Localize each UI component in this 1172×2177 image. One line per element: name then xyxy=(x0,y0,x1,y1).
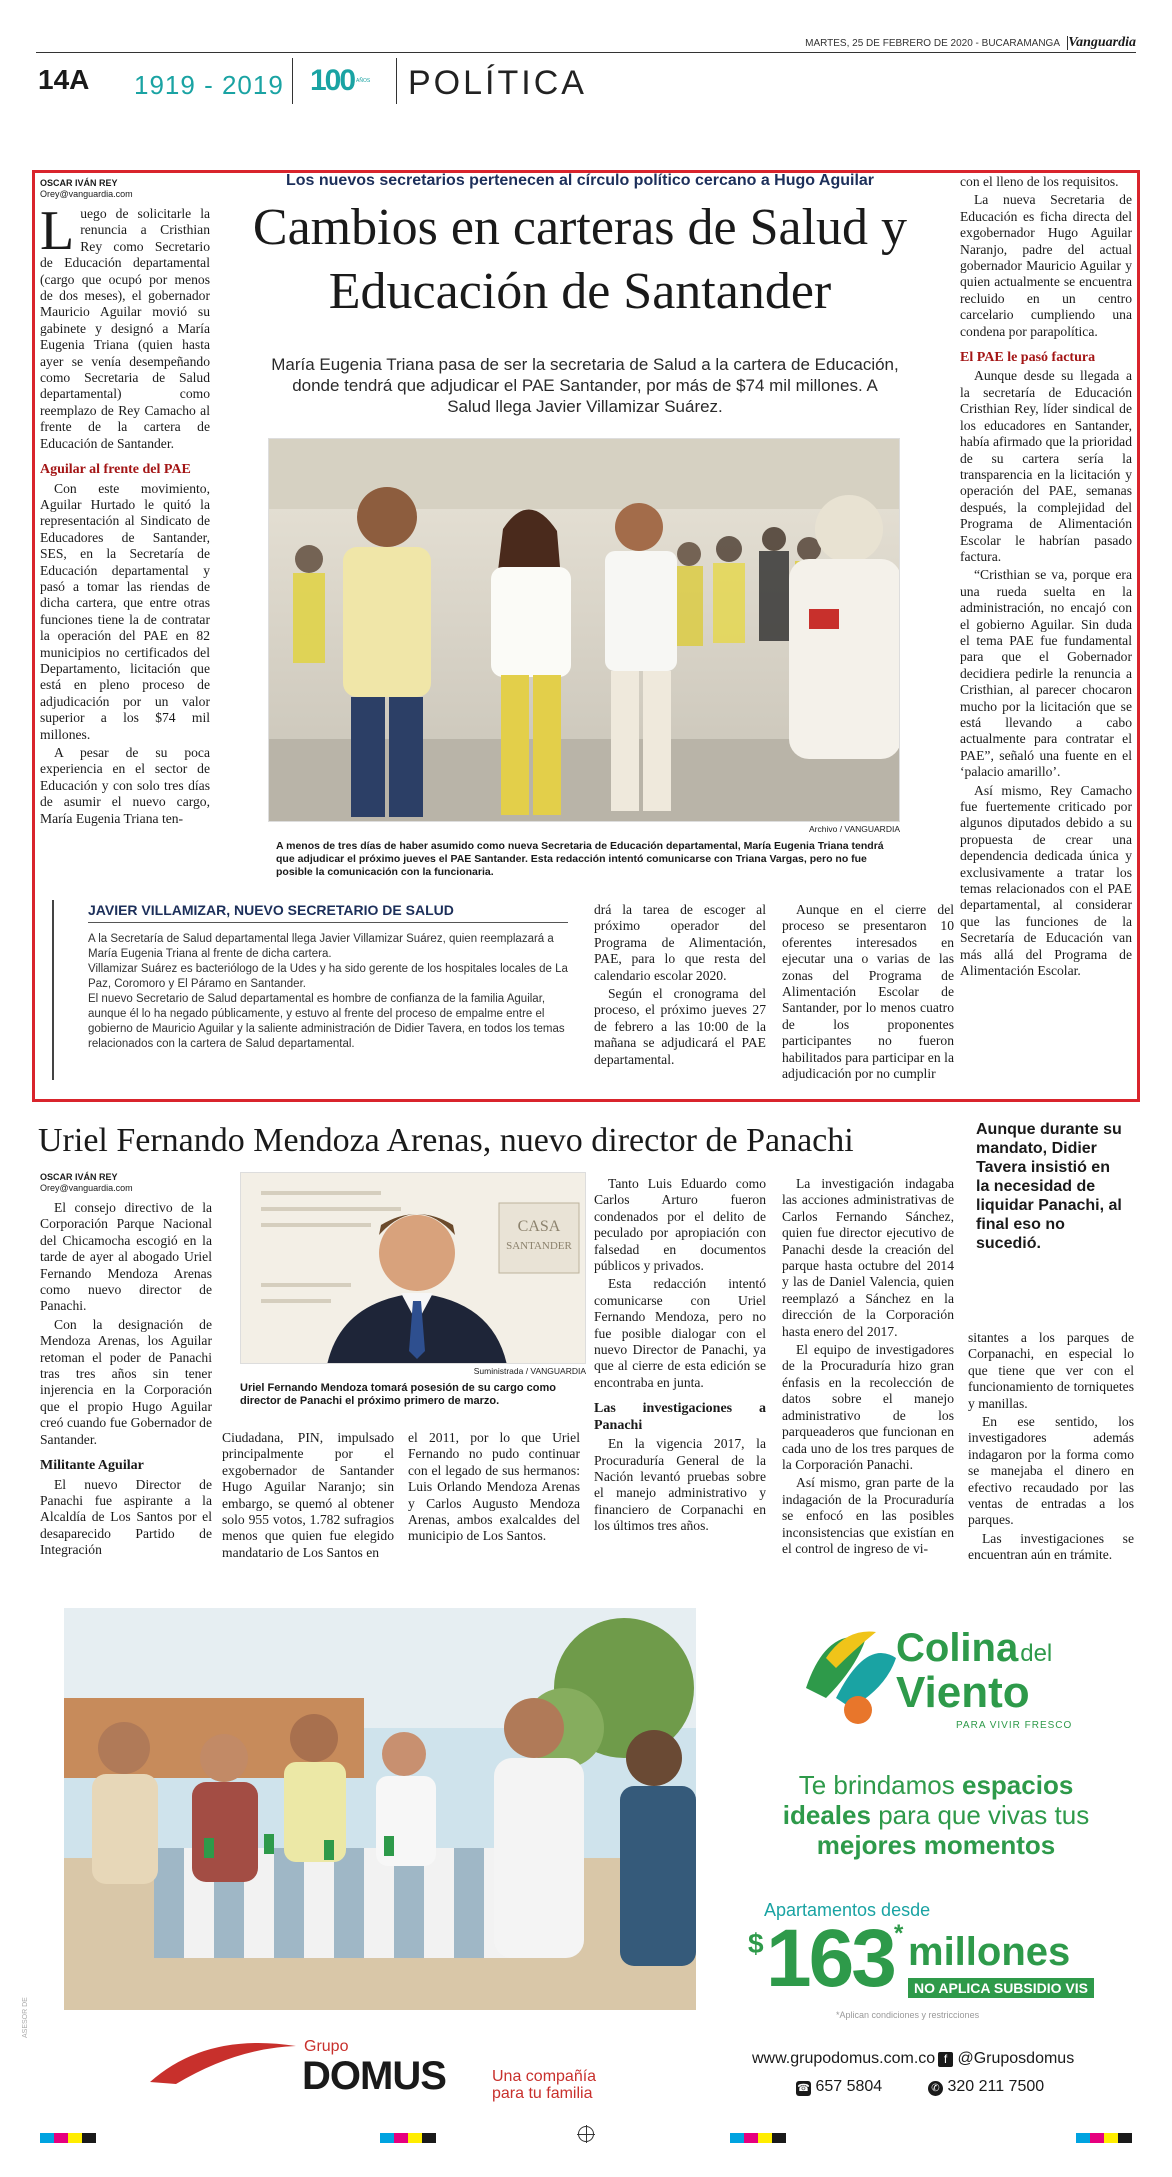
page-number: 14A xyxy=(38,64,90,95)
domus-swoosh-icon xyxy=(146,2038,306,2088)
whatsapp-icon: ✆ xyxy=(928,2081,943,2096)
second-col1-paragraph-1: El consejo directivo de la Corporación Parque Nacional del Chicamocha escogió en la tarde de ayer al abogado Uriel Fernando Mendoza Arenas como nuevo director de Panachi. xyxy=(40,1200,212,1314)
second-col-5 xyxy=(782,1176,954,1559)
main-col3-paragraph-2: Según el cronograma del proceso, el próximo jueves 27 de febrero a las 10:00 de la mañana se adjudicará el PAE departamental. xyxy=(594,986,766,1067)
colina-del: del xyxy=(1020,1640,1053,1667)
color-registration-bar xyxy=(40,2130,1132,2142)
second-col4-paragraph-1: Tanto Luis Eduardo como Carlos Arturo fueron condenados por el delito de peculado por apropiación con falsedad en documentos públicos y privados. xyxy=(594,1176,766,1274)
second-photo-credit: Suministrada / VANGUARDIA xyxy=(473,1366,586,1376)
ad-photo-illustration xyxy=(64,1608,696,2010)
domus-slogan-2: para tu familia xyxy=(492,2085,593,2102)
ad-promo-line-2 xyxy=(736,1800,1136,1830)
ad-promo-line-3 xyxy=(736,1830,1136,1860)
second-col5-paragraph-2: El equipo de investigadores de la Procuraduría hizo gran énfasis en la recolección de datos sobre el manejo administrativo de los parqueaderos que funcionan en cada uno de los tres parques de la Corporación Panachi. xyxy=(782,1342,954,1472)
second-col6-paragraph-3: Las investigaciones se encuentran aún en trámite. xyxy=(968,1530,1134,1563)
domus-name: DOMUS xyxy=(302,2054,446,2098)
ad-promo-line-1 xyxy=(736,1770,1136,1800)
brand-name: Vanguardia xyxy=(1068,35,1136,50)
second-byline xyxy=(40,1172,220,1194)
color-bar-right xyxy=(1076,2130,1132,2148)
ad-promo-2b: para que vivas tus xyxy=(878,1800,1090,1830)
color-bar-left-2 xyxy=(380,2130,436,2148)
main-col4-paragraph-1: Aunque en el cierre del proceso se presentaron 10 oferentes interesados en ejecutar una o varias de las zonas del Programa de Alimentación Escolar de Santander, por lo menos cuatro de los proponentes participantes no fueron habilitados para participar en la adjudicación por no cumplir xyxy=(782,902,954,1082)
main-right-paragraph-4: Así mismo, Rey Camacho fue fuertemente criticado por algunos diputados debido a su propuesta de crear una dependencia dedicada única y exclusivamente a tratar los temas relacionados con el PAE departamental, al considerar que las funciones de la Secretaría de Educación van más allá del Programa de Alimentación Escolar. xyxy=(960,782,1132,979)
masthead xyxy=(0,0,1172,110)
second-byline-name: OSCAR IVÁN REY xyxy=(40,1172,118,1182)
second-col1-paragraph-2: Con la designación de Mendoza Arenas, los Aguilar retoman el poder de Panachi tras tres años sin tener injerencia en la Corporación que el propio Hugo Aguilar creó cuando fue Gobernador de Santander. xyxy=(40,1316,212,1447)
second-photo-illustration xyxy=(241,1173,586,1364)
ad-social[interactable] xyxy=(938,2050,1074,2068)
masthead-rule xyxy=(36,52,1136,53)
masthead-divider-1 xyxy=(292,58,293,104)
photo-sign-line-2: SANTANDER xyxy=(506,1240,572,1252)
registration-mark-icon xyxy=(578,2126,594,2142)
dateline: MARTES, 25 DE FEBRERO DE 2020 - BUCARAMANGA xyxy=(805,38,1060,49)
sidebar-paragraph-1: A la Secretaría de Salud departamental llega Javier Villamizar Suárez, quien reemplazará a María Eugenia Triana al frente de dicha cartera. xyxy=(88,933,554,960)
main-photo xyxy=(268,438,900,822)
domus-group-small: Grupo xyxy=(304,2038,349,2055)
main-byline xyxy=(40,178,220,200)
ad-vertical-note: ASESOR DE xyxy=(22,1997,29,2038)
ad-phone-1[interactable] xyxy=(796,2078,882,2096)
ad-price-label: Apartamentos desde xyxy=(764,1900,931,1920)
main-byline-email: Orey@vanguardia.com xyxy=(40,189,133,199)
second-col2-paragraph-1: Ciudadana, PIN, impulsado principalmente por el exgobernador de Santander Hugo Aguilar Naranjo; sin embargo, se quemó al obtener solo 955 votos, 1.782 sufragios menos que quien fue elegido mandatario de Los Santos en xyxy=(222,1430,394,1560)
ad-conditions: *Aplican condiciones y restricciones xyxy=(836,2010,980,2020)
masthead-divider-2 xyxy=(396,58,397,104)
main-col1-paragraph-2: Con este movimiento, Aguilar Hurtado le quitó la representación al Sindicato de Educadores de Santander, SES, en la Secretaría de Educación departamental y pasó a tomar las riendas de dicha cartera, que entre otras funciones tiene la de contratar la operación del PAE en 82 municipios no certificados del Departamento, licitación que está en pleno proceso de adjudicación por un valor superior a los $74 mil millones. xyxy=(40,480,210,742)
colina-name: Colina xyxy=(896,1626,1019,1670)
second-headline: Uriel Fernando Mendoza Arenas, nuevo director de Panachi xyxy=(38,1122,854,1159)
ad-phone-2-text: 320 211 7500 xyxy=(947,2078,1045,2095)
second-photo-caption: Uriel Fernando Mendoza tomará posesión de su cargo como director de Panachi el próximo primero de marzo. xyxy=(240,1382,557,1407)
drop-cap: L xyxy=(40,200,75,262)
ad-price-star: * xyxy=(894,1920,904,1947)
ad-website[interactable]: www.grupodomus.com.co xyxy=(752,2050,936,2067)
ad-promo-1b: espacios xyxy=(962,1770,1074,1800)
second-col4-paragraph-2: Esta redacción intentó comunicarse con Uriel Fernando Mendoza, pero no fue posible dialogar con el nuevo Director de Panachi, ya que al cierre de esta edición se encontraba en junta. xyxy=(594,1276,766,1390)
second-col5-paragraph-3: Así mismo, gran parte de la indagación de la Procuraduría se enfocó en las posibles inconsistencias que existían en el control de ingreso de vi- xyxy=(782,1475,954,1556)
main-col1-subhead: Aguilar al frente del PAE xyxy=(40,462,191,478)
main-right-paragraph-0: con el lleno de los requisitos. xyxy=(960,174,1119,189)
main-right-paragraph-3: “Cristhian se va, porque era una rueda suelta en la administración, no encajó con el gobierno Aguilar. Sin duda el tema PAE fue fundamental para que el Gobernador decidiera pedirle la renuncia a Cristhian, al parecer chocaron mucho por la licitación que se está llevando a cabo actualmente para contratar el PAE”, señaló una fuente en el ‘palacio amarillo’. xyxy=(960,567,1132,780)
ad-promo-2a: ideales xyxy=(782,1800,871,1830)
facebook-icon: f xyxy=(938,2052,953,2067)
second-col-3 xyxy=(408,1430,580,1547)
ad-price-currency: $ xyxy=(748,1928,764,1959)
main-right-subhead: El PAE le pasó factura xyxy=(960,350,1096,366)
main-photo-illustration xyxy=(269,439,900,822)
domus-slogan-1: Una compañía xyxy=(492,2068,597,2085)
anniversary-number: 100 xyxy=(310,64,355,97)
sidebar-title: JAVIER VILLAMIZAR, NUEVO SECRETARIO DE SALUD xyxy=(88,902,568,923)
colina-logo-line-2: Viento xyxy=(896,1668,1030,1717)
ad-price-note: NO APLICA SUBSIDIO VIS xyxy=(908,1978,1094,1998)
main-col1-paragraph-3: A pesar de su poca experiencia en el sector de Educación y con solo tres días de asumir el nuevo cargo, María Eugenia Triana ten- xyxy=(40,745,210,826)
main-deck: María Eugenia Triana pasa de ser la secretaria de Salud a la cartera de Educación, donde tendrá que adjudicar el PAE Santander, por más de $74 mil millones. A Salud llega Javier Villamizar Suárez. xyxy=(271,355,899,416)
second-byline-email: Orey@vanguardia.com xyxy=(40,1183,133,1193)
sidebar-bracket xyxy=(52,900,60,1080)
main-kicker: Los nuevos secretarios pertenecen al círculo político cercano a Hugo Aguilar xyxy=(285,172,875,189)
ad-phone-1-text: 657 5804 xyxy=(815,2078,883,2095)
ad-price-unit: millones xyxy=(908,1930,1071,1974)
ad-social-handle: @Gruposdomus xyxy=(957,2050,1075,2067)
phone-icon: ☎ xyxy=(797,2083,810,2094)
photo-sign-line-1: CASA xyxy=(517,1218,561,1235)
sidebar-paragraph-3: El nuevo Secretario de Salud departamental es hombre de confianza de la familia Aguilar, aunque él lo ha negado públicamente, y estuvo al frente del proceso de empalme entre el gobierno de Mauricio Aguilar y la saliente administración de Didier Tavera, en todos los temas relacionados con la cartera de Salud departamental. xyxy=(88,993,565,1050)
second-col-2 xyxy=(222,1430,394,1563)
main-col-4 xyxy=(782,902,954,1084)
colina-logo-line-1 xyxy=(896,1626,1052,1671)
colina-tagline: PARA VIVIR FRESCO xyxy=(956,1720,1073,1731)
colina-logo-mark-icon xyxy=(796,1618,906,1728)
ad-phone-2[interactable] xyxy=(928,2078,1044,2096)
main-col-3 xyxy=(594,902,766,1070)
pull-quote: Aunque durante su mandato, Didier Tavera insistió en la necesidad de liquidar Panachi, al final eso no sucedió. xyxy=(976,1121,1122,1252)
colina-logo xyxy=(796,1618,1096,1738)
anniversary-logo xyxy=(310,64,382,98)
second-col-6 xyxy=(968,1330,1134,1566)
main-headline: Cambios en carteras de Salud y Educación de Santander xyxy=(252,199,908,320)
second-col1-subhead: Militante Aguilar xyxy=(40,1458,144,1474)
advertisement xyxy=(22,1598,1136,2118)
main-col3-paragraph-1: drá la tarea de escoger al próximo operador del Programa de Alimentación, PAE, para lo que resta del calendario escolar 2020. xyxy=(594,902,766,983)
second-photo xyxy=(240,1172,586,1364)
second-col5-paragraph-1: La investigación indagaba las acciones administrativas de Carlos Fernando Sánchez, quien fue director ejecutivo de Panachi desde la creación del parque hasta octubre del 2014 y las de Daniel Valencia, quien reemplazó a Sánchez en la dirección de la Corporación hasta enero del 2017. xyxy=(782,1176,954,1339)
main-photo-credit: Archivo / VANGUARDIA xyxy=(808,824,900,834)
ad-price-value: 163 xyxy=(766,1913,894,2004)
ad-promo xyxy=(736,1770,1136,1860)
main-col1-paragraph-1 xyxy=(40,200,210,452)
main-col-1 xyxy=(40,200,210,829)
main-right-paragraph-1: La nueva Secretaria de Educación es ficha directa del exgobernador Hugo Aguilar Naranjo, padre del actual gobernador Mauricio Aguilar y quien actualmente se encuentra recluido en un centro carcelario cumpliendo una condena por parapolítica. xyxy=(960,192,1132,339)
second-col4-subhead: Las investigaciones a Panachi xyxy=(594,1401,766,1433)
second-col4-paragraph-3: En la vigencia 2017, la Procuraduría General de la Nación levantó pruebas sobre el manejo administrativo y financiero de Corpanachi en los últimos tres años. xyxy=(594,1436,766,1534)
main-col1-p1-text: uego de solicitarle la renuncia a Cristhian Rey como Secretario de Educación departamental (cargo que ocupó por menos de dos meses), el gobernador Mauricio Aguilar movió su gabinete y designó a María Eugenia Triana (quien hasta ayer se venía desempeñando como Secretaria de Salud departamental) como reemplazo de Rey Camacho al frente de la cartera de Educación de Santander. xyxy=(40,206,210,451)
second-col1-paragraph-3: El nuevo Director de Panachi fue aspirante a la Alcaldía de Los Santos por el desaparecido Partido de Integración xyxy=(40,1476,212,1558)
sidebar-paragraph-2: Villamizar Suárez es bacteriólogo de la Udes y ha sido gerente de los hospitales locales de La Paz, Coromoro y El Páramo en Santander. xyxy=(88,963,568,990)
anniversary-small-text: AÑOS xyxy=(356,78,371,84)
section-name: POLÍTICA xyxy=(408,64,587,102)
second-col6-paragraph-1: sitantes a los parques de Corpanachi, en especial lo que tiene que ver con el funcionamiento de torniquetes y manillas. xyxy=(968,1330,1134,1411)
second-col3-paragraph-1: el 2011, por lo que Uriel Fernando no pudo continuar con el legado de sus hermanos: Luis Orlando Mendoza Arenas y Carlos Augusto Mendoza Arenas, ambos exalcaldes del municipio de Los Santos. xyxy=(408,1430,580,1544)
sidebar-body xyxy=(88,932,568,1052)
main-byline-name: OSCAR IVÁN REY xyxy=(40,178,118,188)
second-col6-paragraph-2: En ese sentido, los investigadores además indagaron por la forma como se manejaba el dinero en efectivo recaudado por las ventas de entradas a los parques. xyxy=(968,1414,1134,1528)
color-bar-left xyxy=(40,2130,96,2148)
years-label: 1919 - 2019 xyxy=(134,70,284,100)
second-col-1 xyxy=(40,1200,212,1561)
main-right-paragraph-2: Aunque desde su llegada a la secretaría de Educación Cristhian Rey, líder sindical de los educadores en Santander, había afirmado que la prioridad de su cartera sería la transparencia en la licitación y operación del PAE, semanas después, la complejidad del Programa de Alimentación Escolar le habrían pasado factura. xyxy=(960,368,1132,564)
main-photo-caption: A menos de tres días de haber asumido como nueva Secretaria de Educación departamental, María Eugenia Triana tendrá que adjudicar el próximo jueves el PAE Santander. Esta redacción intentó comunicarse con Triana Vargas, pero no fue posible la comunicación con la funcionaria. xyxy=(276,840,884,878)
ad-price xyxy=(748,1913,1148,2006)
ad-promo-3: mejores momentos xyxy=(816,1830,1056,1860)
second-col-4 xyxy=(594,1176,766,1537)
main-col-right xyxy=(960,174,1132,982)
ad-promo-1a: Te brindamos xyxy=(798,1770,955,1800)
ad-photo xyxy=(64,1608,696,2010)
color-bar-right-2 xyxy=(730,2130,786,2148)
domus-slogan xyxy=(492,2068,596,2102)
